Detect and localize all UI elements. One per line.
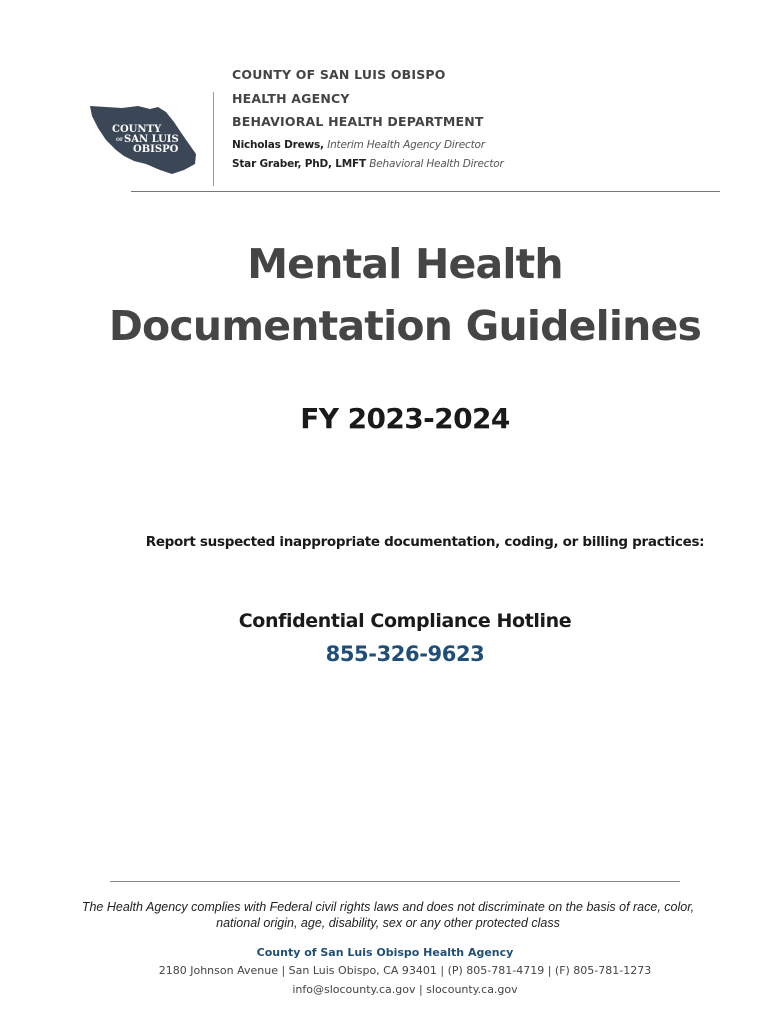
person-2-title: Behavioral Health Director xyxy=(369,157,504,170)
footer-contact: info@slocounty.ca.gov | slocounty.ca.gov xyxy=(292,983,518,996)
logo-line-4: OBISPO xyxy=(133,144,179,155)
nondiscrimination-notice: The Health Agency complies with Federal civil rights laws and does not discriminate on the basis of race, color, national origin, age, disability, sex or any other protected class xyxy=(81,900,695,930)
logo-line-1: COUNTY xyxy=(112,124,162,135)
header-rule xyxy=(131,191,720,192)
hotline-label: Confidential Compliance Hotline xyxy=(238,610,572,632)
person-2-name: Star Graber, PhD, LMFT xyxy=(232,157,366,170)
county-logo xyxy=(88,104,200,176)
org-line-agency: HEALTH AGENCY xyxy=(232,90,350,106)
org-line-department: BEHAVIORAL HEALTH DEPARTMENT xyxy=(232,114,484,129)
fiscal-year: FY 2023-2024 xyxy=(300,402,510,435)
document-title-line-1: Mental Health xyxy=(247,240,563,288)
person-2 xyxy=(232,156,504,175)
header-divider xyxy=(213,92,214,186)
person-1 xyxy=(232,137,504,156)
footer-agency: County of San Luis Obispo Health Agency xyxy=(256,946,514,959)
hotline-phone: 855-326-9623 xyxy=(325,642,485,666)
logo-line-3: SAN LUIS xyxy=(124,134,179,145)
footer-address: 2180 Johnson Avenue | San Luis Obispo, CA 93401 | (P) 805-781-4719 | (F) 805-781-1273 xyxy=(158,964,652,977)
logo-line-2: OF xyxy=(116,138,124,143)
report-instruction: Report suspected inappropriate documentation, coding, or billing practices: xyxy=(145,534,705,550)
footer-rule xyxy=(110,881,680,882)
person-1-title: Interim Health Agency Director xyxy=(327,138,485,151)
header-block xyxy=(232,66,504,175)
org-line-county: COUNTY OF SAN LUIS OBISPO xyxy=(232,67,446,82)
document-title-line-2: Documentation Guidelines xyxy=(108,302,702,350)
person-1-name: Nicholas Drews, xyxy=(232,138,324,151)
